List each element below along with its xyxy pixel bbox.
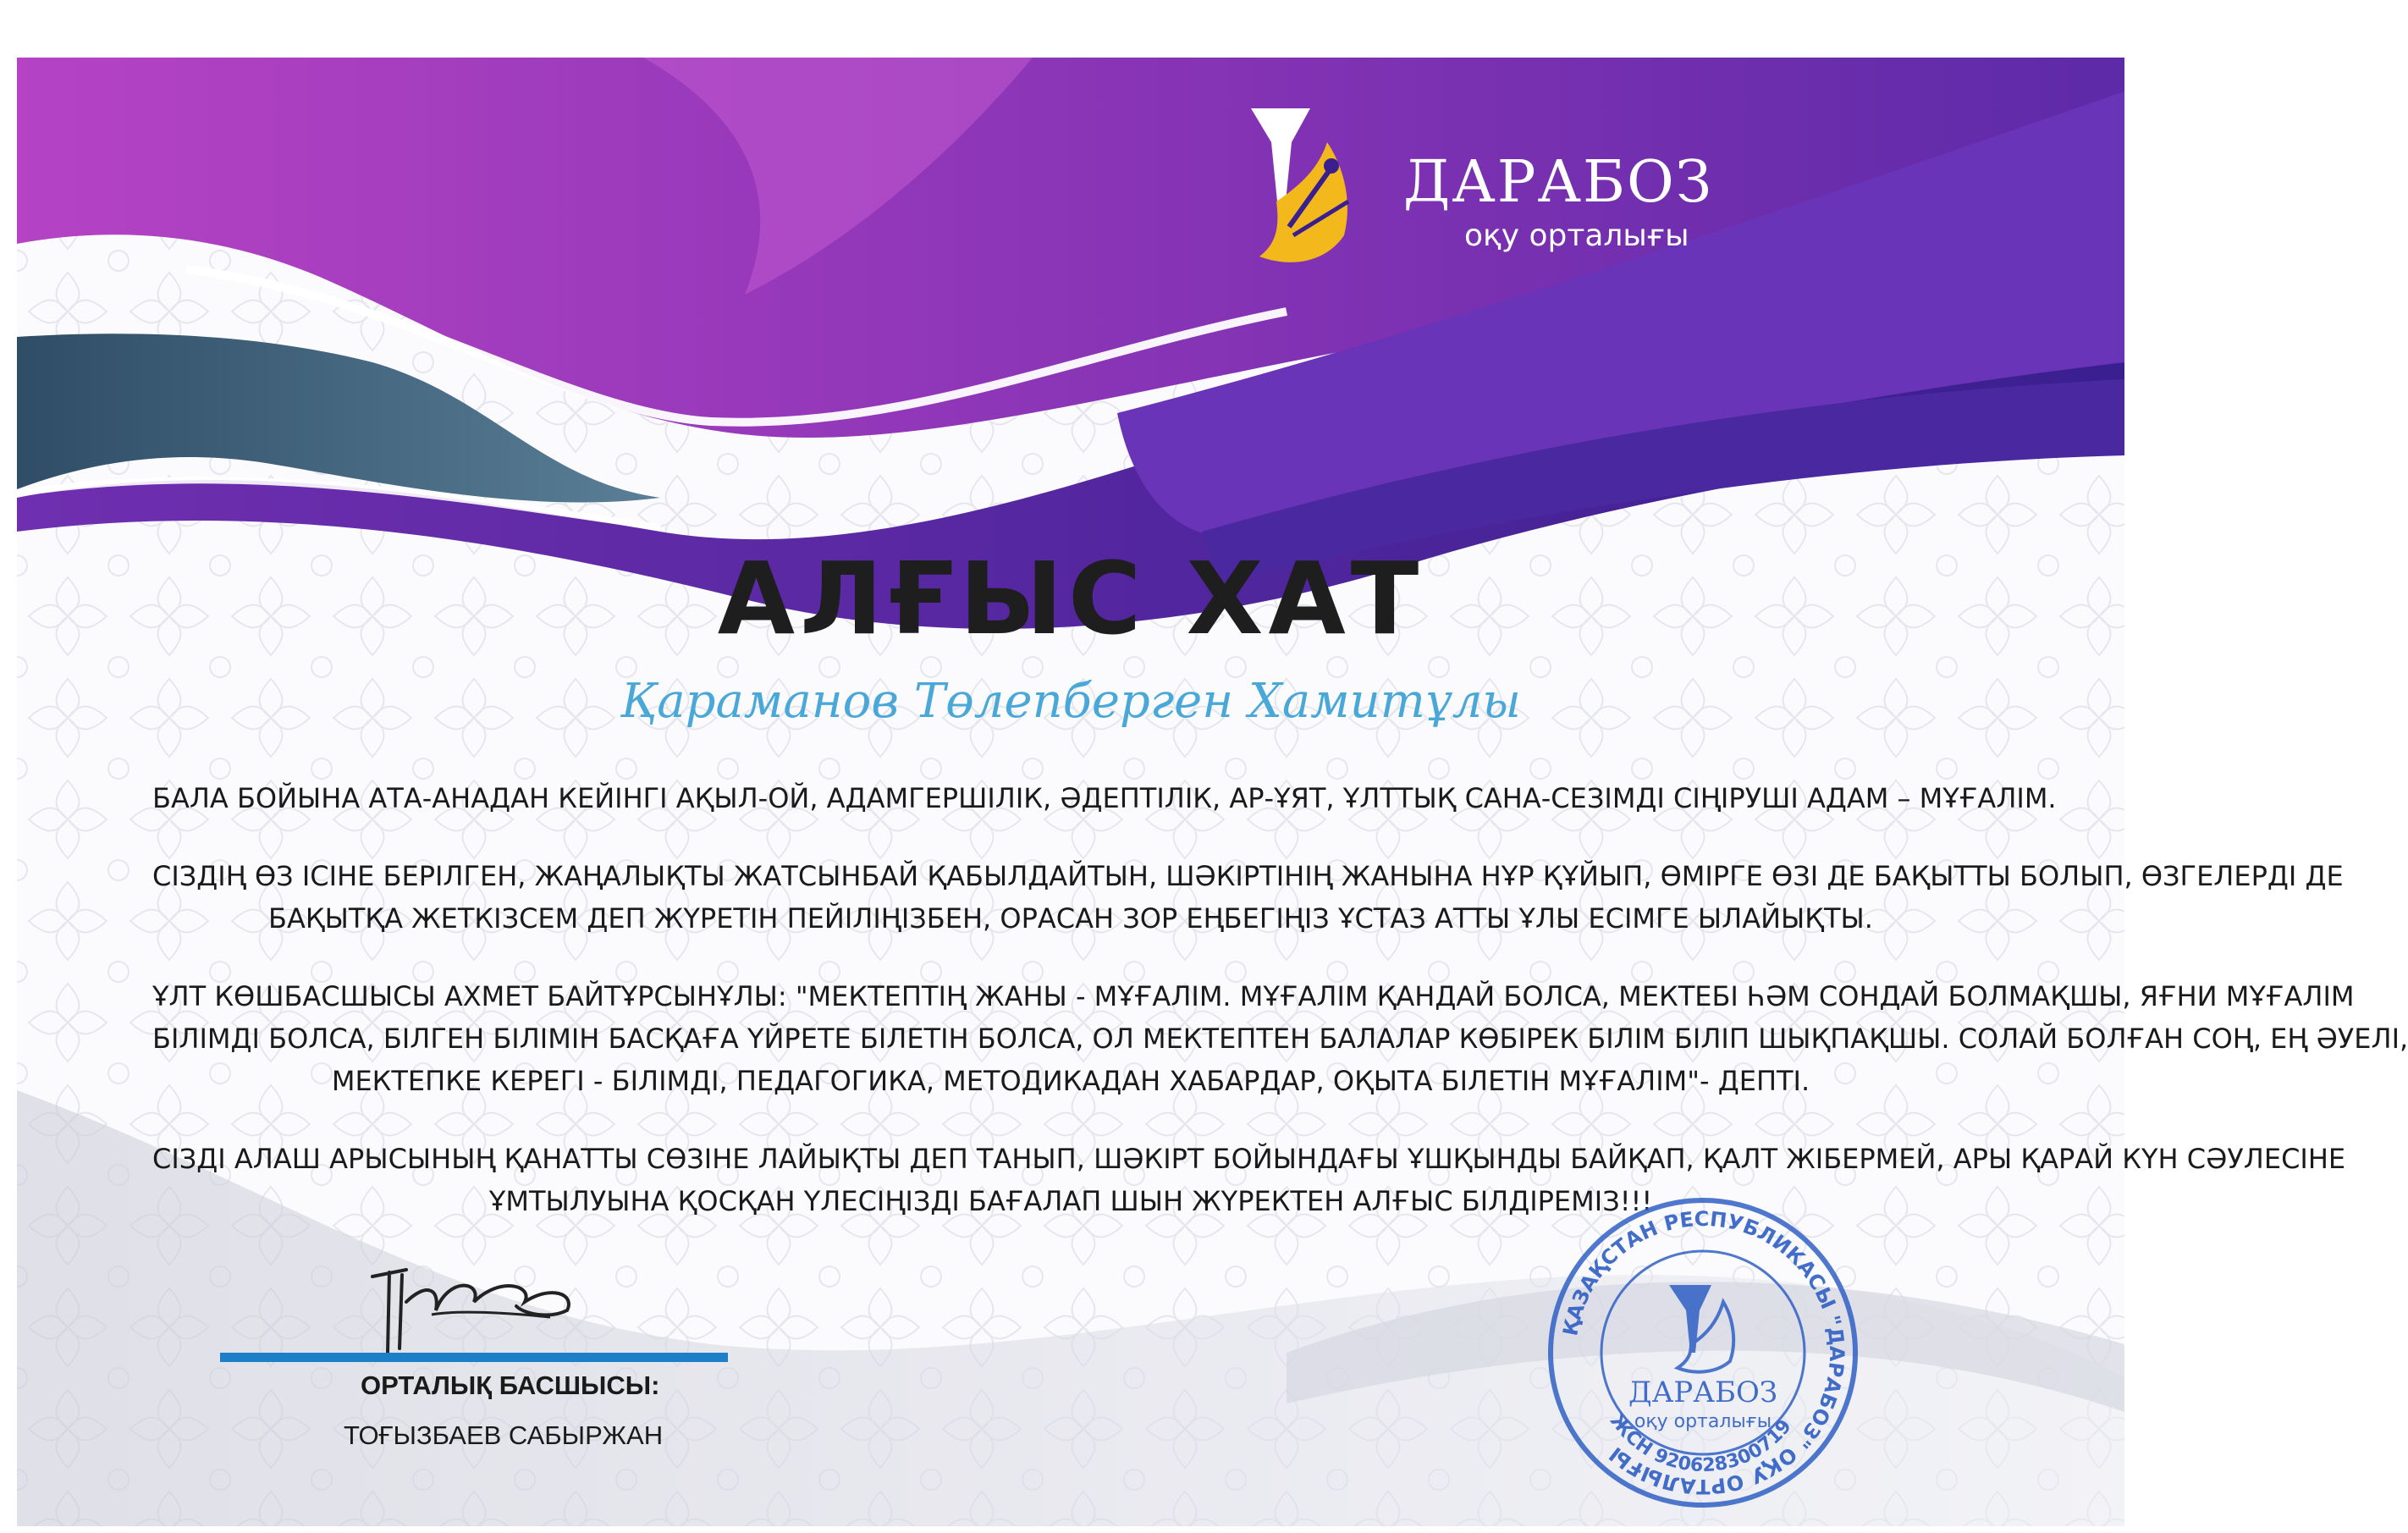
certificate-body (152, 777, 2408, 1258)
certificate-title: АЛҒЫС ХАТ (717, 540, 1424, 657)
body-line: СІЗДІ АЛАШ АРЫСЫНЫҢ ҚАНАТТЫ СӨЗІНЕ ЛАЙЫҚТЫ ДЕП ТАНЫП, ШӘКІРТ БОЙЫНДАҒЫ ҰШҚЫНДЫ БАЙҚАП, ҚАЛТ ЖІБЕРМЕЙ, АРЫ ҚАРАЙ КҮН СӘУЛЕСІНЕ (152, 1143, 2346, 1175)
body-line: БАҚЫТҚА ЖЕТКІЗСЕМ ДЕП ЖҮРЕТІН ПЕЙІЛІҢІЗБЕН, ОРАСАН ЗОР ЕҢБЕГІҢІЗ ҰСТАЗ АТТЫ ҰЛЫ ЕСІМГЕ ЫЛАЙЫҚТЫ. (268, 902, 1873, 935)
certificate-sheet (17, 58, 2408, 1526)
signatory-role: ОРТАЛЫҚ БАСШЫСЫ: (361, 1370, 660, 1400)
body-line: ҰЛТ КӨШБАСШЫСЫ АХМЕТ БАЙТҰРСЫНҰЛЫ: "МЕКТЕПТІҢ ЖАНЫ - МҰҒАЛІМ. МҰҒАЛІМ ҚАНДАЙ БОЛСА, МЕКТЕБІ ҺӘМ СОНДАЙ БОЛМАҚШЫ, ЯҒНИ МҰҒАЛІМ (152, 980, 2355, 1012)
signatory-name: ТОҒЫЗБАЕВ САБЫРЖАН (344, 1420, 664, 1450)
body-paragraph-1 (152, 777, 2057, 819)
brand-name: ДАРАБОЗ (1403, 149, 1714, 216)
body-line: БІЛІМДІ БОЛСА, БІЛГЕН БІЛІМІН БАСҚАҒА ҮЙРЕТЕ БІЛЕТІН БОЛСА, ОЛ МЕКТЕПТЕН БАЛАЛАР КӨБІРЕК БІЛІМ БІЛІП ШЫҚПАҚШЫ. СОЛАЙ БОЛҒАН СОҢ, ЕҢ ӘУЕЛІ, (152, 1023, 2408, 1055)
stamp-ring-text: ҚАЗАҚСТАН РЕСПУБЛИКАСЫ "ДАРАБОЗ" ОҚУ ОРТАЛЫҒЫ (1558, 1206, 1849, 1499)
stamp-id-text: ЖСН 920628300719 (1605, 1410, 1796, 1477)
body-line: МЕКТЕПКЕ КЕРЕГІ - БІЛІМДІ, ПЕДАГОГИКА, МЕТОДИКАДАН ХАБАРДАР, ОҚЫТА БІЛЕТІН МҰҒАЛІМ"- ДЕПТІ. (331, 1065, 1810, 1097)
recipient-name: Қараманов Төлепберген Хамитұлы (620, 674, 1522, 729)
brand-subtitle: оқу орталығы (1464, 218, 1689, 253)
stamp-subtitle: оқу орталығы (1634, 1411, 1772, 1432)
stamp-name: ДАРАБОЗ (1628, 1376, 1778, 1409)
handwritten-signature (355, 1251, 592, 1361)
signature-line (220, 1353, 728, 1362)
official-stamp (1542, 1192, 1864, 1514)
body-line: ҰМТЫЛУЫНА ҚОСҚАН ҮЛЕСІҢІЗДІ БАҒАЛАП ШЫН ЖҮРЕКТЕН АЛҒЫС БІЛДІРЕМІЗ!!! (488, 1185, 1653, 1217)
body-paragraph-3 (152, 975, 2408, 1102)
darboz-trumpet-logo-icon (1243, 108, 1386, 269)
body-line: БАЛА БОЙЫНА АТА-АНАДАН КЕЙІНГІ АҚЫЛ-ОЙ, АДАМГЕРШІЛІК, ӘДЕПТІЛІК, АР-ҰЯТ, ҰЛТТЫҚ САНА-СЕЗІМДІ СІҢІРУШІ АДАМ – МҰҒАЛІМ. (152, 782, 2057, 814)
body-paragraph-2 (152, 855, 2344, 940)
brand-logo (1243, 108, 1852, 269)
body-line: СІЗДІҢ ӨЗ ІСІНЕ БЕРІЛГЕН, ЖАҢАЛЫҚТЫ ЖАТСЫНБАЙ ҚАБЫЛДАЙТЫН, ШӘКІРТІНІҢ ЖАНЫНА НҰР ҚҰЙЫП, ӨМІРГЕ ӨЗІ ДЕ БАҚЫТТЫ БОЛЫП, ӨЗГЕЛЕРДІ ДЕ (152, 860, 2344, 892)
stamp-logo-icon (1669, 1285, 1733, 1372)
